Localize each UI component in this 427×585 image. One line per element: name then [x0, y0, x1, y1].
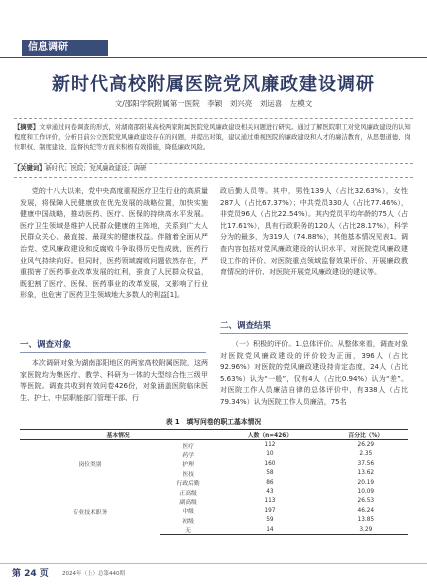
row-label: 初级	[182, 518, 194, 525]
demographics-paragraph: 政后勤人员等。其中，男性139人（占比32.63%），女性287人（占比67.37%）；中共党员330人（占比77.46%），非党员96人（占比22.54%）。其内党员平均年龄的75人（占比17.61%），具有行政职务的120人（占比28.17%），科学分为的最多，为319人（74.88%），其他基本情况见表1。调查内容包括对党风廉政建设的认识水平、对医院党风廉政建设工作的评价、对医院重点领域监督效果评价、开展廉政教育情况的评价、对医院开展党风廉政建设的建议等。	[220, 187, 409, 277]
row-label: 药学	[182, 452, 194, 459]
row-percent: 10.09	[357, 489, 375, 496]
row-label: 无	[160, 525, 216, 535]
row-count: 112	[264, 442, 276, 449]
top-rule	[0, 57, 427, 58]
row-percent: 46.24	[357, 507, 375, 514]
heading-rule	[20, 352, 206, 353]
table-header-row	[20, 430, 408, 440]
abstract-text: 文章通过问卷调查的形式，对湖南邵阳某高校两家附属医院党风廉政建设相关问题进行研究。通过了解医院职工对党风廉政建设的认知程度和工作评价，分析目前公立医院党风廉政建设存在的问题，并提出对策，建议通过重视医院的廉政建设和人才的廉洁教育，从思想道德、岗位职权、制度建设、监督执纪等方面来积极有效措施，降低廉政风险。	[14, 124, 411, 151]
row-label: 正高级	[179, 490, 197, 497]
row-percent: 37.56	[357, 460, 375, 467]
left-column	[20, 186, 208, 302]
row-label: 中级	[182, 509, 194, 516]
table-caption: 表 1 填写问卷的职工基本情况	[165, 418, 262, 426]
row-percent: 2.35	[359, 451, 373, 458]
header-count: 人数（n=426）	[216, 430, 323, 440]
row-count: 43	[266, 489, 274, 496]
row-label: 护理	[182, 462, 194, 469]
left-column-para2	[20, 358, 208, 404]
footer-rule	[0, 563, 427, 564]
right-column	[220, 186, 408, 279]
section-tag: 信息调研	[22, 40, 108, 56]
keywords	[14, 163, 413, 178]
row-label: 医疗	[182, 443, 194, 450]
group-label: 岗位类别	[78, 462, 102, 469]
row-percent: 3.29	[324, 525, 408, 535]
table-row	[20, 487, 408, 496]
article-title: 新时代高校附属医院党风廉政建设调研	[52, 74, 375, 95]
heading-survey-results: 二、调查结果	[220, 321, 272, 331]
right-column-para2	[220, 339, 408, 409]
row-percent: 20.19	[357, 479, 375, 486]
abstract	[14, 118, 413, 164]
issue-info: 2024年（上）总第440期	[62, 571, 125, 577]
row-label: 医技	[182, 471, 194, 478]
results-paragraph: （一）积极的评价。1.总体评价。从整体来看，调查对象对医院党风廉政建设的评价较为正面，396人（占比92.96%）对医院的党风廉政建设持肯定态度，24人（占比5.63%）认为“一般”，仅有4人（占比0.94%）认为“差”。对医院工作人员廉洁自律的总体评价中，有338人（占比79.34%）认为医院工作人员廉洁，75名	[220, 340, 408, 406]
row-percent: 26.29	[357, 442, 375, 449]
row-count: 197	[264, 507, 276, 514]
header-basic-info: 基本情况	[20, 430, 216, 440]
header-percent: 百分比（%）	[324, 430, 408, 440]
subjects-paragraph: 本次调研对象为湖南邵阳地区的两家高校附属医院，这两家医院均为集医疗、教学、科研为一体的大型综合性三级甲等医院。调查共收到有效问卷426份，对象涵盖医院临床医生、护士、中层职能部门管理干部、行	[20, 359, 208, 402]
row-count: 160	[264, 460, 276, 467]
row-percent: 13.85	[357, 517, 375, 524]
row-count: 14	[216, 525, 323, 535]
group-label: 专业技术职务	[72, 509, 108, 516]
keywords-label: 【关键词】	[14, 165, 46, 172]
heading-survey-subjects: 一、调查对象	[20, 340, 72, 350]
row-count: 10	[266, 451, 274, 458]
row-count: 86	[266, 479, 274, 486]
staff-table	[20, 429, 408, 535]
authors: 文/邵阳学院附属第一医院 李颖 刘兴亮 刘运喜 左模文	[114, 99, 313, 108]
abstract-label: 【摘要】	[14, 124, 40, 131]
row-count: 113	[264, 498, 276, 505]
row-count: 58	[266, 470, 274, 477]
row-label: 副高级	[179, 499, 197, 506]
table-row	[20, 440, 408, 450]
row-percent: 26.53	[357, 498, 375, 505]
keywords-text: 新时代；医院；党风廉政建设；调研	[45, 165, 147, 172]
intro-paragraph: 党的十八大以来，党中央高度重视医疗卫生行业的高质量发展，将保障人民健康放在优先发展的战略位置，加快实施健康中国战略，推动医药、医疗、医保的持续高水平发展。医疗卫生领域是维护人民群众健康的主阵地，关系到广大人民群众关心、最直接、最现实的健康权益。伴随着全面从严治党、党风廉政建设和反腐败斗争取得历史性成就，医药行业风气持续向好。但同时，医药领域腐败问题依然存在，严重损害了医药事业改革发展的红利，蚕食了人民群众权益，既犯割了医疗、医保、医药事业的改革发展，又影响了行业形象，也危害了医药卫生领域地大多数人的利益[1]。	[20, 187, 208, 300]
row-percent: 13.62	[357, 470, 375, 477]
row-count: 59	[266, 517, 274, 524]
heading-rule	[220, 333, 408, 334]
page-number: 第 24 页	[12, 569, 49, 579]
row-label: 行政后勤	[176, 481, 200, 488]
